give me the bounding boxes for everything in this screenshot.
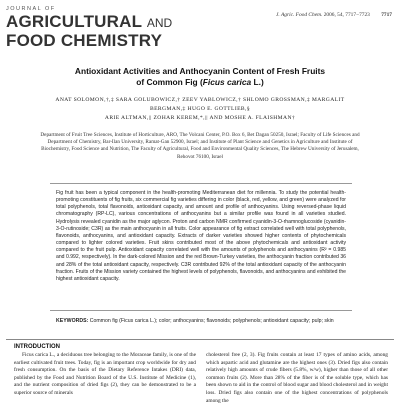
author-line1: ANAT SOLOMON,†,‡ SARA GOLUBOWICZ,† ZEEV YABLOWICZ,† SHLOMO GROSSMAN,‡ MARGALIT BERGMAN,‡ HUGO E. GOTTLIEB,§ bbox=[55, 97, 345, 112]
journal-of-label: JOURNAL OF bbox=[6, 6, 56, 12]
citation-line bbox=[276, 12, 392, 18]
paper-title-line1: Antioxidant Activities and Anthocyanin Content of Fresh Fruits bbox=[74, 66, 326, 76]
paper-title-prefix: of Common Fig ( bbox=[136, 77, 203, 87]
paper-title bbox=[60, 66, 340, 88]
page-number: 7717 bbox=[381, 12, 392, 18]
journal-title-line2: FOOD CHEMISTRY bbox=[6, 31, 163, 50]
body-column-left: Ficus carica L., a deciduous tree belonging to the Moraceae family, is one of the earliest cultivated fruit trees. Today, fig is an important crop worldwide for dry and fresh consumption. On the basis of the Dietary Reference Intakes (DRI) data, published by the Food and Nutrition Board of the U.S. Institute of Medicine (1), and the nutrient composition of dried figs (2), they can be demonstrated to be a superior source of minerals bbox=[14, 352, 196, 396]
body-column-right: cholesterol free (2, 3). Fig fruits contain at least 17 types of amino acids, among which aspartic acid and glutamine are the highest ones (3). Dried figs also contain relatively high amounts of crude fibers (5.8%, w/w), higher than those of all other common fruits (2). More than 28% of the fiber is of the soluble type, which has been shown to aid in the control of blood sugar and blood cholesterol and in weight loss. Dried figs also contain one of the highest concentrations of polyphenols among the bbox=[206, 352, 388, 404]
journal-title-line1 bbox=[6, 13, 176, 32]
journal-title-and: AND bbox=[146, 16, 173, 30]
introduction-heading: INTRODUCTION bbox=[14, 344, 60, 350]
citation-journal: J. Agric. Food Chem. bbox=[276, 12, 323, 18]
citation-year-volume: 2006, 54, 7717−7723 bbox=[323, 12, 370, 18]
section-divider bbox=[6, 339, 394, 340]
abstract-box bbox=[50, 183, 352, 311]
journal-masthead bbox=[6, 6, 176, 49]
author-list bbox=[50, 96, 350, 123]
paper-title-species: Ficus carica bbox=[202, 77, 252, 87]
abstract-text: Fig fruit has been a typical component in the health-promoting Mediterranean diet for millennia. To study the potential health-promoting constituents of fig fruits, six commercial fig varieties differing in color (black, red, yellow, and green) were analyzed for total polyphenols, total flavonoids, antioxidant capacity, and amount and profile of anthocyanins. Using reversed-phase liquid chromatography (RP-LC), various concentrations of anthocyanins but a similar profile was found in all varieties studied. Hydrolysis revealed cyanidin as the major aglycon. Proton and carbon NMR confirmed cyanidin-3-O-rhamnoglucoside (cyanidin-3-O-rutinoside; C3R) as the main anthocyanin in all fruits. Color appearance of fig extract correlated well with total polyphenols, flavonoids, anthocyanins, and antioxidant capacity. Extracts of darker varieties showed higher contents of phytochemicals compared to lighter colored varieties. Fruit skins contributed most of the above phytochemicals and antioxidant activity compared to the fruit pulp. Antioxidant capacity correlated well with the amounts of polyphenols and anthocyanins (R² = 0.985 and 0.992, respectively). In the dark-colored Mission and the red Brown-Turkey varieties, the anthocyanin fraction contributed 36 and 28% of the total antioxidant capacity, respectively. C3R contributed 92% of the total antioxidant capacity of the anthocyanin fraction. Fruits of the Mission variety contained the highest levels of polyphenols, flavonoids, and anthocyanins and exhibited the highest antioxidant capacity. bbox=[56, 190, 346, 282]
paper-title-line2 bbox=[60, 77, 340, 88]
author-line2: ARIE ALTMAN,|| ZOHAR KEREM,*,|| AND MOSHE A. FLAISHMAN† bbox=[104, 115, 296, 121]
keywords bbox=[56, 318, 346, 325]
keywords-text: Common fig (Ficus carica L.); color; anthocyanins; flavonoids; polyphenols; antioxidant capacity; pulp; skin bbox=[88, 318, 334, 324]
keywords-label: KEYWORDS: bbox=[56, 318, 89, 324]
paper-title-suffix: L.) bbox=[251, 77, 264, 87]
journal-title-agricultural: AGRICULTURAL bbox=[6, 12, 142, 31]
affiliations: Department of Fruit Tree Sciences, Institute of Horticulture, ARO, The Volcani Center, P.O. Box 6, Bet Dagan 50250, Israel; Faculty of Life Sciences and Department of Chemistry, Bar-Ilan University, Ramat-Gan 52900, Israel; and Institute of Plant Science and Genetics in Agriculture and Institute of Biochemistry, Food Science and Nutrition, The Faculty of Agricultural, Food and Environmental Quality Sciences, The Hebrew University of Jerusalem, Rehovot 76100, Israel bbox=[40, 132, 360, 160]
